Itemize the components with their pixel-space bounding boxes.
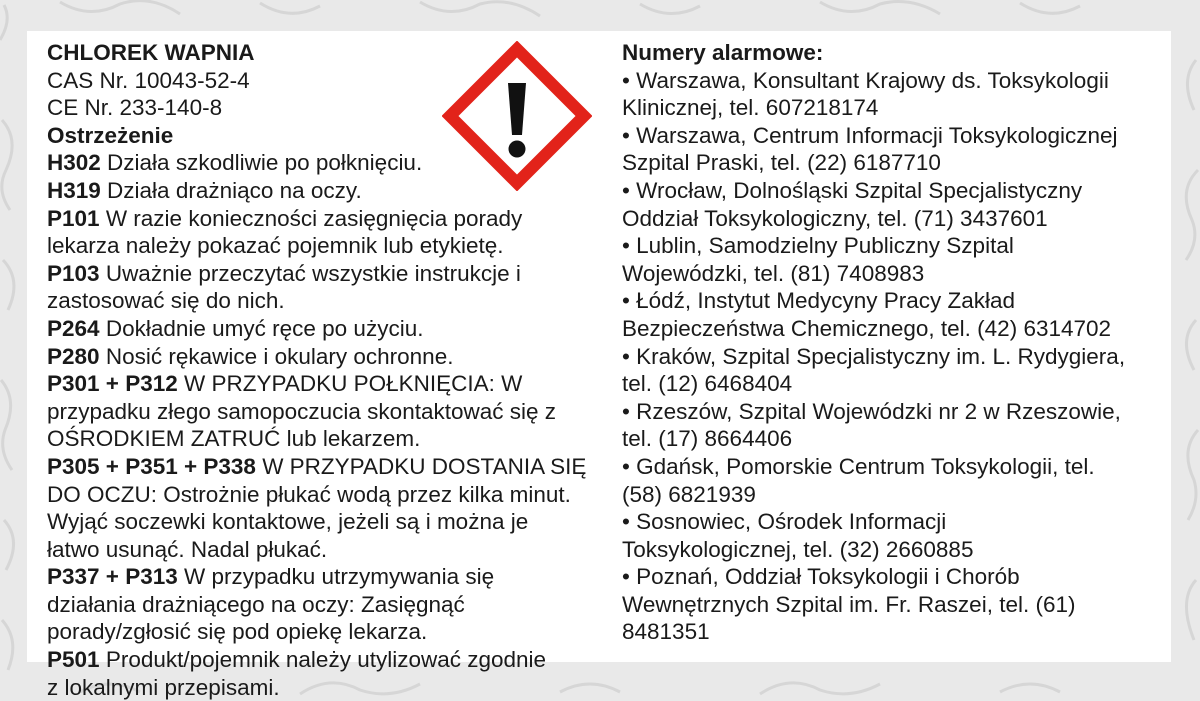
label-panel [27,31,1171,700]
statement-code: P264 [47,315,100,341]
statement-code: P101 [47,205,100,231]
statement-text: Wyjąć soczewki kontaktowe, jeżeli są i można je [47,509,529,535]
alarm-list [622,67,1162,646]
statement-code: H319 [47,177,101,203]
statement-text: zastosować się do nich. [47,288,285,314]
statement-line [47,618,592,646]
statement-line [47,370,592,398]
alarm-line: • Łódź, Instytut Medycyny Pracy Zakład [622,288,1016,314]
statement-line [47,453,592,481]
statement-line [47,591,592,619]
alarm-line: Szpital Praski, tel. (22) 6187710 [622,150,941,176]
statement-text: Działa szkodliwie po połknięciu. [100,150,423,176]
alarm-title: Numery alarmowe: [622,40,824,65]
statement-code: P280 [47,343,100,369]
statement-text: działania drażniącego na oczy: Zasięgnąć [47,591,465,617]
statement-text: Dokładnie umyć ręce po użyciu. [99,315,424,341]
statement-text: Działa drażniąco na oczy. [100,177,362,203]
alarm-line: • Warszawa, Centrum Informacji Toksykologicznej [622,122,1118,148]
alarm-line: • Gdańsk, Pomorskie Centrum Toksykologii, tel. [622,453,1095,479]
alarm-line: • Wrocław, Dolnośląski Szpital Specjalistyczny [622,177,1083,203]
statement-text: z lokalnymi przepisami. [47,674,280,700]
alarm-line: Oddział Toksykologiczny, tel. (71) 3437601 [622,205,1048,231]
statement-line [47,674,592,701]
statement-text: Uważnie przeczytać wszystkie instrukcje i [99,260,521,286]
alarm-line: Klinicznej, tel. 607218174 [622,95,879,121]
product-name: CHLOREK WAPNIA [47,40,255,65]
statement-text: W PRZYPADKU DOSTANIA SIĘ [255,453,587,479]
statement-text: porady/zgłosić się pod opiekę lekarza. [47,619,428,645]
statement-text: OŚRODKIEM ZATRUĆ lub lekarzem. [47,426,421,452]
alarm-line: • Warszawa, Konsultant Krajowy ds. Toksykologii [622,67,1109,93]
statement-line [47,481,592,509]
alarm-line: 8481351 [622,619,710,645]
statement-line [47,232,592,260]
statement-line [47,260,592,288]
statement-line [47,398,592,426]
statement-text: przypadku złego samopoczucia skontaktować się z [47,398,557,424]
alarm-line: Wewnętrznych Szpital im. Fr. Raszei, tel. (61) [622,591,1076,617]
statement-line [47,536,592,564]
signal-word: Ostrzeżenie [47,122,174,148]
statement-text: W przypadku utrzymywania się [177,564,495,590]
alarm-line: • Poznań, Oddział Toksykologii i Chorób [622,564,1020,590]
statement-code: P301 + P312 [47,371,178,397]
statement-text: W PRZYPADKU POŁKNIĘCIA: W [177,371,523,397]
statement-code: P103 [47,260,100,286]
statement-code: P305 + P351 + P338 [47,453,256,479]
statement-text: łatwo usunąć. Nadal płukać. [47,536,328,562]
alarm-line: tel. (17) 8664406 [622,426,793,452]
exclamation-mark-hazard-icon [442,41,592,191]
statement-line [47,646,592,674]
statement-code: H302 [47,150,101,176]
alarm-line: Toksykologicznej, tel. (32) 2660885 [622,536,974,562]
statement-code: P501 [47,647,100,673]
statement-code: P337 + P313 [47,564,178,590]
alarm-line: • Rzeszów, Szpital Wojewódzki nr 2 w Rzeszowie, [622,398,1121,424]
alarm-line: (58) 6821939 [622,481,756,507]
statement-line [47,205,592,233]
statement-line [47,425,592,453]
statement-text: Produkt/pojemnik należy utylizować zgodnie [99,647,547,673]
statement-line [47,287,592,315]
hazard-precautionary-statements [47,149,592,701]
statement-line [47,315,592,343]
alarm-line: • Kraków, Szpital Specjalistyczny im. L. Rydygiera, [622,343,1126,369]
cas-number: CAS Nr. 10043-52-4 [47,67,250,93]
alarm-line: tel. (12) 6468404 [622,371,793,397]
statement-line [47,563,592,591]
statement-line [47,343,592,371]
statement-text: DO OCZU: Ostrożnie płukać wodą przez kilka minut. [47,481,571,507]
ce-number: CE Nr. 233-140-8 [47,95,223,121]
statement-text: W razie konieczności zasięgnięcia porady [99,205,523,231]
alarm-line: Wojewódzki, tel. (81) 7408983 [622,260,925,286]
alarm-line: Bezpieczeństwa Chemicznego, tel. (42) 6314702 [622,315,1112,341]
statement-text: Nosić rękawice i okulary ochronne. [99,343,454,369]
statement-line [47,508,592,536]
statement-text: lekarza należy pokazać pojemnik lub etykietę. [47,233,504,259]
alarm-numbers-column [622,39,1162,646]
alarm-line: • Sosnowiec, Ośrodek Informacji [622,509,947,535]
alarm-line: • Lublin, Samodzielny Publiczny Szpital [622,233,1014,259]
